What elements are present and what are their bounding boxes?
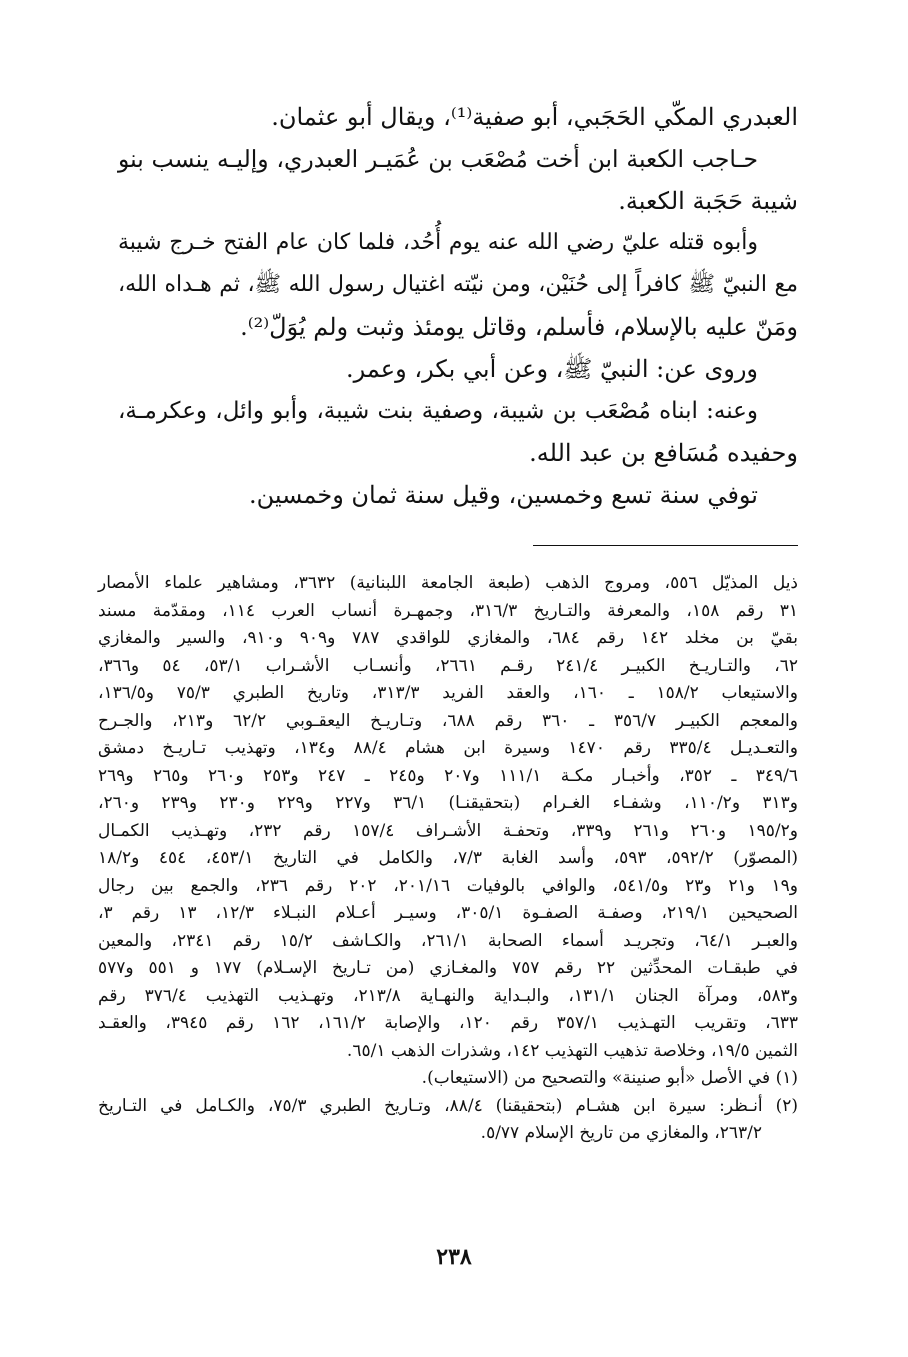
main-text-line: مع النبيّ ﷺ كافراً إلى حُنَيْن، ومن نيّته اغتيال رسول الله ﷺ، ثم هـداه الله، [118,272,798,297]
main-text-line: شيبة حَجَبة الكعبة. [618,187,798,215]
main-text-line: وحفيده مُسَافع بن عبد الله. [529,439,798,467]
footnote-line: ٦٣٣، وتقريب التهـذيب ٣٥٧/١ رقم ١٢٠، والإصابة ١٦١/٢، ١٦٢ رقم ٣٩٤٥، والعقـد [98,1013,799,1033]
main-text-line: وعنه: ابناه مُصْعَب بن شيبة، وصفية بنت شيبة، وأبو وائل، وعكرمـة، [118,398,758,424]
footnote-line: (١) في الأصل «أبو صنينة» والتصحيح من (الاستيعاب). [421,1068,798,1088]
footnote-line: ٣١ رقم ١٥٨، والمعرفة والتـاريخ ٣١٦/٣، وجمهـرة أنساب العرب ١١٤، ومقدّمة مسند [98,600,799,621]
footnote-line: ٢٦٣/٢، والمغازي من تاريخ الإسلام ٥/٧٧. [480,1123,762,1143]
footnote-line: و١٩ و٢١ و٢٣ و٥٤١/٥، والوافي بالوفيات ٢٠١/١٦، ٢٠٢ رقم ٢٣٦، والجمع بين رجال [98,875,798,896]
footnote-line: و١٩٥/٢ و٢٦٠ و٢٦١ و٣٣٩، وتحفـة الأشـراف ١٥٧/٤ رقم ٢٣٢، وتهـذيب الكمـال [98,820,798,841]
footnotes-block [98,570,798,1148]
footnote-line: ٦٢، والتـاريـخ الكبيـر ٢٤١/٤ رقـم ٢٦٦١، وأنسـاب الأشـراب ٥٣/١، ٥٤ و٣٦٦، [98,655,798,676]
footnote-line: (المصوّر) ٥٩٢/٢، ٥٩٣، وأسد الغابة ٧/٣، والكامل في التاريخ ٤٥٣/١، ٤٥٤ و١٨/٢ [98,848,798,868]
main-text-line: توفي سنة تسع وخمسين، وقيل سنة ثمان وخمسين. [248,481,758,509]
footnote-line: والتعـديـل ٣٣٥/٤ رقم ١٤٧٠ وسيرة ابن هشام ٨٨/٤ و١٣٤، وتهذيب تـاريـخ دمشق [98,738,798,758]
footnote-line: (٢) أنـظر: سيرة ابن هشـام (بتحقيقنا) ٨٨/٤، وتـاريخ الطبري ٧٥/٣، والكـامل في التـاريخ [98,1095,798,1116]
footnote-line: ذيل المذيّل ٥٥٦، ومروج الذهب (طبعة الجامعة اللبنانية) ٣٦٣٢، ومشاهير علماء الأمصار [98,573,799,593]
footnote-1 [98,1065,798,1093]
footnote-line: الصحيحين ٢١٩/١، وصفـة الصفـوة ٣٠٥/١، وسيـر أعـلام النبـلاء ١٢/٣، ١٣ رقم ٣، [98,903,799,923]
footnote-line: في طبقـات المحدِّثين ٢٢ رقم ٧٥٧ والمغـازي (من تـاريخ الإسـلام) ١٧٧ و ٥٥١ و٥٧٧ [98,958,798,978]
footnote-line: والمعجم الكبيـر ٣٥٦/٧ ـ ٣٦٠ رقم ٦٨٨، وتـاريـخ اليعقـوبي ٦٢/٢ و٢١٣، والجـرح [98,710,798,731]
page-number: ٢٣٨ [436,1244,472,1270]
main-text-line: وروى عن: النبيّ ﷺ، وعن أبي بكر، وعمر. [346,355,758,383]
source-references [98,570,798,1065]
footnote-line: و٥٨٣، ومرآة الجنان ١٣١/١، والبـداية والنهـاية ٢١٣/٨، وتهـذيب التهذيب ٣٧٦/٤ رقم [98,985,798,1006]
footnote-line: و٣١٣ و١١٠/٢، وشفـاء الغـرام (بتحقيقنـا) ٣٦/١ و٢٢٧ و٢٢٩ و٢٣٠ و٢٣٩ و٢٦٠، [98,793,798,813]
main-text-line: العبدري المكّي الحَجَبي، أبو صفية⁽¹⁾، ويقال أبو عثمان. [271,103,798,131]
main-text-line: وأبوه قتله عليّ رضي الله عنه يوم أُحُد، فلما كان عام الفتح خـرج شيبة [118,230,758,255]
footnote-2 [98,1093,798,1148]
main-text-block [118,96,798,516]
footnote-line: والعبـر ٦٤/١، وتجريـد أسماء الصحابة ٢٦١/١، والكـاشف ١٥/٢ رقم ٢٣٤١، والمعين [98,930,798,951]
footnote-line: ٣٤٩/٦ ـ ٣٥٢، وأخبـار مكـة ١١١/١ و٢٠٧ و٢٤٥ ـ ٢٤٧ و٢٥٣ و٢٦٠ و٢٦٥ و٢٦٩ [98,765,798,786]
main-text-line: حـاجب الكعبة ابن أخت مُصْعَب بن عُمَيـر العبدري، وإليـه ينسب بنو [118,145,758,173]
main-text-line: ومَنّ عليه بالإسلام، فأسلم، وقاتل يومئذ وثبت ولم يُوَلّ⁽²⁾. [240,313,798,341]
footnote-separator [533,545,798,546]
footnote-line: بقيّ بن مخلد ١٤٢ رقم ٦٨٤، والمغازي للواقدي ٧٨٧ و٩٠٩ و٩١٠، والسير والمغازي [98,628,798,648]
footnote-line: والاستيعاب ١٥٨/٢ ـ ١٦٠، والعقد الفريد ٣١٣/٣، وتاريخ الطبري ٧٥/٣ و١٣٦/٥، [98,683,798,703]
footnote-line: الثمين ١٩/٥، وخلاصة تذهيب التهذيب ١٤٢، وشذرات الذهب ٦٥/١. [346,1040,798,1061]
